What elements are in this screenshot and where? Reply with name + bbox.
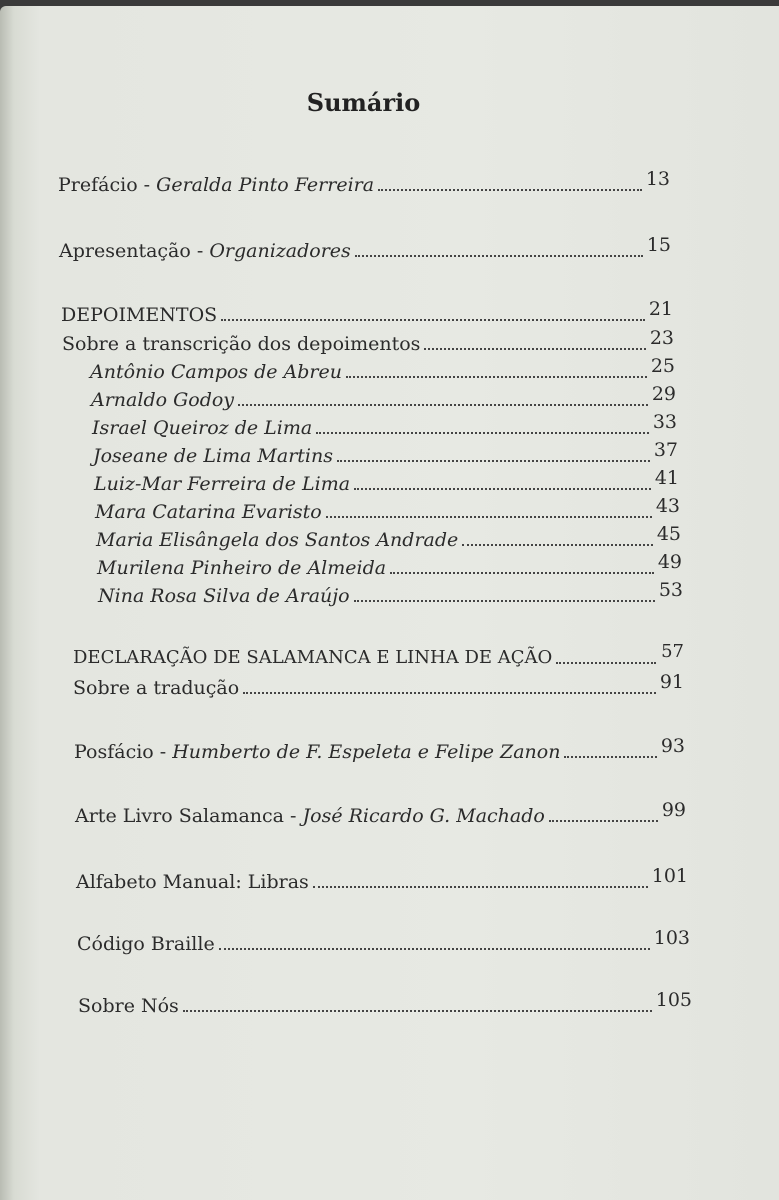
page-number: 33 xyxy=(652,411,677,433)
toc-entry-alfabeto: Alfabeto Manual: Libras 101 xyxy=(76,865,688,893)
dot-leader xyxy=(556,662,656,664)
page-number: 99 xyxy=(661,799,686,821)
dot-leader xyxy=(316,432,649,434)
page-number: 21 xyxy=(648,298,673,320)
dot-leader xyxy=(183,1010,652,1012)
toc-entry-subitem: Mara Catarina Evaristo 43 xyxy=(95,495,680,523)
page-number: 41 xyxy=(654,467,679,489)
dot-leader xyxy=(378,189,642,191)
page-number: 53 xyxy=(658,579,683,601)
dot-leader xyxy=(354,488,651,490)
toc-entry-apresentacao: Apresentação - Organizadores 15 xyxy=(59,234,671,262)
toc-entry-subitem: Joseane de Lima Martins 37 xyxy=(93,439,678,467)
dot-leader xyxy=(221,319,645,321)
page-number: 91 xyxy=(659,671,684,693)
toc-entry-prefacio: Prefácio - Geralda Pinto Ferreira 13 xyxy=(58,168,670,196)
toc-entry-declaracao: DECLARAÇÃO DE SALAMANCA E LINHA DE AÇÃO 57 xyxy=(73,641,684,668)
dot-leader xyxy=(337,460,650,462)
dot-leader xyxy=(390,572,654,574)
toc-entry-subitem: Murilena Pinheiro de Almeida 49 xyxy=(97,551,682,579)
dot-leader xyxy=(355,255,643,257)
page-number: 57 xyxy=(661,641,684,662)
page-number: 23 xyxy=(649,327,674,349)
toc-entry-traducao: Sobre a tradução 91 xyxy=(73,671,684,699)
toc-entry-subitem: Nina Rosa Silva de Araújo 53 xyxy=(98,579,683,607)
page-number: 25 xyxy=(650,355,675,377)
dot-leader xyxy=(424,348,645,350)
page-number: 103 xyxy=(653,927,690,949)
page-title: Sumário xyxy=(306,88,421,117)
dot-leader xyxy=(326,516,652,518)
toc-entry-subitem: Antônio Campos de Abreu 25 xyxy=(90,355,675,383)
dot-leader xyxy=(462,544,653,546)
page-number: 101 xyxy=(651,865,688,887)
dot-leader xyxy=(354,600,655,602)
toc-entry-subitem: Arnaldo Godoy 29 xyxy=(91,383,676,411)
page-number: 49 xyxy=(657,551,682,573)
toc-entry-sobre-nos: Sobre Nós 105 xyxy=(78,989,692,1017)
page-number: 37 xyxy=(653,439,678,461)
book-page xyxy=(0,6,779,1200)
page-number: 93 xyxy=(660,735,685,757)
dot-leader xyxy=(549,820,658,822)
dot-leader xyxy=(346,376,647,378)
toc-entry-subitem: Israel Queiroz de Lima 33 xyxy=(92,411,677,439)
dot-leader xyxy=(243,692,656,694)
dot-leader xyxy=(219,948,650,950)
page-number: 29 xyxy=(651,383,676,405)
toc-entry-arte-livro: Arte Livro Salamanca - José Ricardo G. Machado 99 xyxy=(75,799,686,827)
dot-leader xyxy=(564,756,656,758)
toc-entry-subitem: Luiz-Mar Ferreira de Lima 41 xyxy=(94,467,679,495)
dot-leader xyxy=(238,404,648,406)
page-number: 105 xyxy=(655,989,692,1011)
toc-entry-subitem: Maria Elisângela dos Santos Andrade 45 xyxy=(96,523,681,551)
toc-entry-depoimentos: DEPOIMENTOS 21 xyxy=(61,298,673,326)
toc-entry-braille: Código Braille 103 xyxy=(77,927,690,955)
page-number: 43 xyxy=(655,495,680,517)
page-number: 15 xyxy=(646,234,671,256)
toc-entry-posfacio: Posfácio - Humberto de F. Espeleta e Felipe Zanon 93 xyxy=(74,735,685,763)
toc-entry-transcricao: Sobre a transcrição dos depoimentos 23 xyxy=(62,327,674,355)
page-number: 45 xyxy=(656,523,681,545)
dot-leader xyxy=(313,886,648,888)
page-number: 13 xyxy=(645,168,670,190)
